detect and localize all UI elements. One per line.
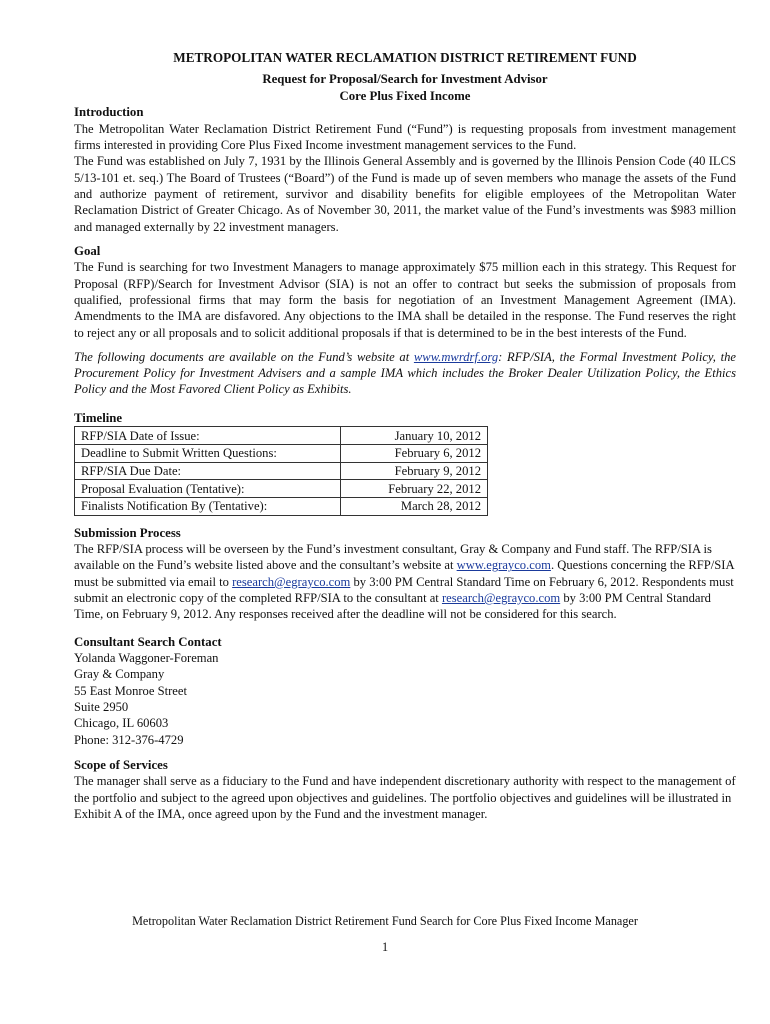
timeline-label: Proposal Evaluation (Tentative): (75, 480, 341, 498)
submission-text-1: The RFP/SIA process will be overseen by the Fund’s investment consultant, Gray & Company and Fund staff. The RFP/SIA is available on the Fund’s website listed above and the consultant’s website at (74, 542, 712, 573)
page-number: 1 (381, 940, 389, 954)
timeline-label: RFP/SIA Due Date: (75, 462, 341, 480)
contact-block (74, 650, 736, 748)
timeline-heading: Timeline (74, 410, 123, 425)
introduction-heading: Introduction (74, 105, 144, 120)
documents-text-start: The following documents are available on the Fund’s website at (74, 349, 414, 364)
document-title: METROPOLITAN WATER RECLAMATION DISTRICT RETIREMENT FUND (173, 50, 637, 65)
document-page (74, 50, 736, 822)
introduction-paragraph-1: The Metropolitan Water Reclamation District Retirement Fund (“Fund”) is requesting proposals from investment management firms interested in providing Core Plus Fixed Income investment management services to the Fund. (74, 121, 736, 153)
scope-paragraph: The manager shall serve as a fiduciary to the Fund and have independent discretionary authority with respect to the management of the portfolio and subject to the agreed upon objectives and guidelines. The portfolio objectives and guidelines will be illustrated in Exhibit A of the IMA, once agreed upon by the Fund and the investment manager. (74, 774, 736, 822)
submission-text-2: . Questions concerning the RFP/SIA must be submitted via email to (74, 558, 734, 589)
documents-paragraph (74, 349, 736, 398)
contact-street: 55 East Monroe Street (74, 683, 187, 698)
submission-text-4: by 3:00 PM Central Standard Time, on February 9, 2012. Any responses received after the deadline will not be considered for this search. (74, 591, 711, 622)
table-row (75, 427, 488, 445)
timeline-date: February 9, 2012 (341, 462, 488, 480)
submission-text-3: by 3:00 PM Central Standard Time on February 6, 2012. Respondents must submit an electronic copy of the completed RFP/SIA to the consultant at (74, 574, 734, 606)
introduction-paragraph-2: The Fund was established on July 7, 1931 by the Illinois General Assembly and is governed by the Illinois Pension Code (40 ILCS 5/13-101 et. seq.) The Board of Trustees (“Board”) of the Fund is made up of seven members who manage the assets of the Fund and authorize payment of retirement, survivor and disability benefits for eligible employees of the Metropolitan Water Reclamation District of Greater Chicago. As of November 30, 2011, the market value of the Fund’s investments was $983 million and managed externally by 22 investment managers. (74, 154, 736, 234)
timeline-table (74, 426, 488, 515)
contact-suite: Suite 2950 (74, 700, 129, 715)
submission-paragraph (74, 541, 736, 622)
contact-company: Gray & Company (74, 667, 165, 682)
table-row (75, 462, 488, 480)
contact-name: Yolanda Waggoner-Foreman (74, 651, 219, 666)
submission-heading: Submission Process (74, 525, 181, 540)
table-row (75, 444, 488, 462)
goal-paragraph: The Fund is searching for two Investment Managers to manage approximately $75 million each in this strategy. This Request for Proposal (RFP)/Search for Investment Advisor (SIA) is not an offer to contract but seeks the submission of proposals from qualified, professional firms that may form the basis for negotiation of an Investment Management Agreement (IMA). Amendments to the IMA are disfavored. Any objections to the IMA shall be detailed in the response. The Fund reserves the right to reject any or all proposals and to solicit additional proposals if that is determined to be in the best interests of the Fund. (74, 260, 736, 340)
table-row (75, 480, 488, 498)
timeline-label: Finalists Notification By (Tentative): (75, 498, 341, 516)
timeline-label: Deadline to Submit Written Questions: (75, 444, 341, 462)
timeline-date: February 6, 2012 (341, 444, 488, 462)
timeline-date: January 10, 2012 (341, 427, 488, 445)
documents-text-end: : RFP/SIA, the Formal Investment Policy, the Procurement Policy for Investment Advisers and a sample IMA which includes the Broker Dealer Utilization Policy, the Ethics Policy and the Most Favored Client Policy as Exhibits. (74, 349, 737, 397)
contact-city: Chicago, IL 60603 (74, 716, 169, 731)
timeline-date: March 28, 2012 (341, 498, 488, 516)
timeline-label: RFP/SIA Date of Issue: (75, 427, 341, 445)
document-subtitle: Request for Proposal/Search for Investment Advisor (262, 72, 548, 87)
research-email-link[interactable]: research@egrayco.com (232, 574, 351, 589)
research-email-link-2[interactable]: research@egrayco.com (441, 591, 561, 606)
goal-heading: Goal (74, 243, 101, 258)
consultant-website-link[interactable]: www.egrayco.com (456, 558, 551, 573)
document-subtitle-2: Core Plus Fixed Income (339, 88, 471, 103)
page-footer: Metropolitan Water Reclamation District Retirement Fund Search for Core Plus Fixed Income Manager (132, 914, 638, 928)
scope-heading: Scope of Services (74, 757, 168, 772)
contact-phone: Phone: 312-376-4729 (74, 732, 184, 747)
table-row (75, 498, 488, 516)
fund-website-link[interactable]: www.mwrdrf.org (413, 349, 499, 364)
contact-heading: Consultant Search Contact (74, 634, 222, 649)
timeline-date: February 22, 2012 (341, 480, 488, 498)
